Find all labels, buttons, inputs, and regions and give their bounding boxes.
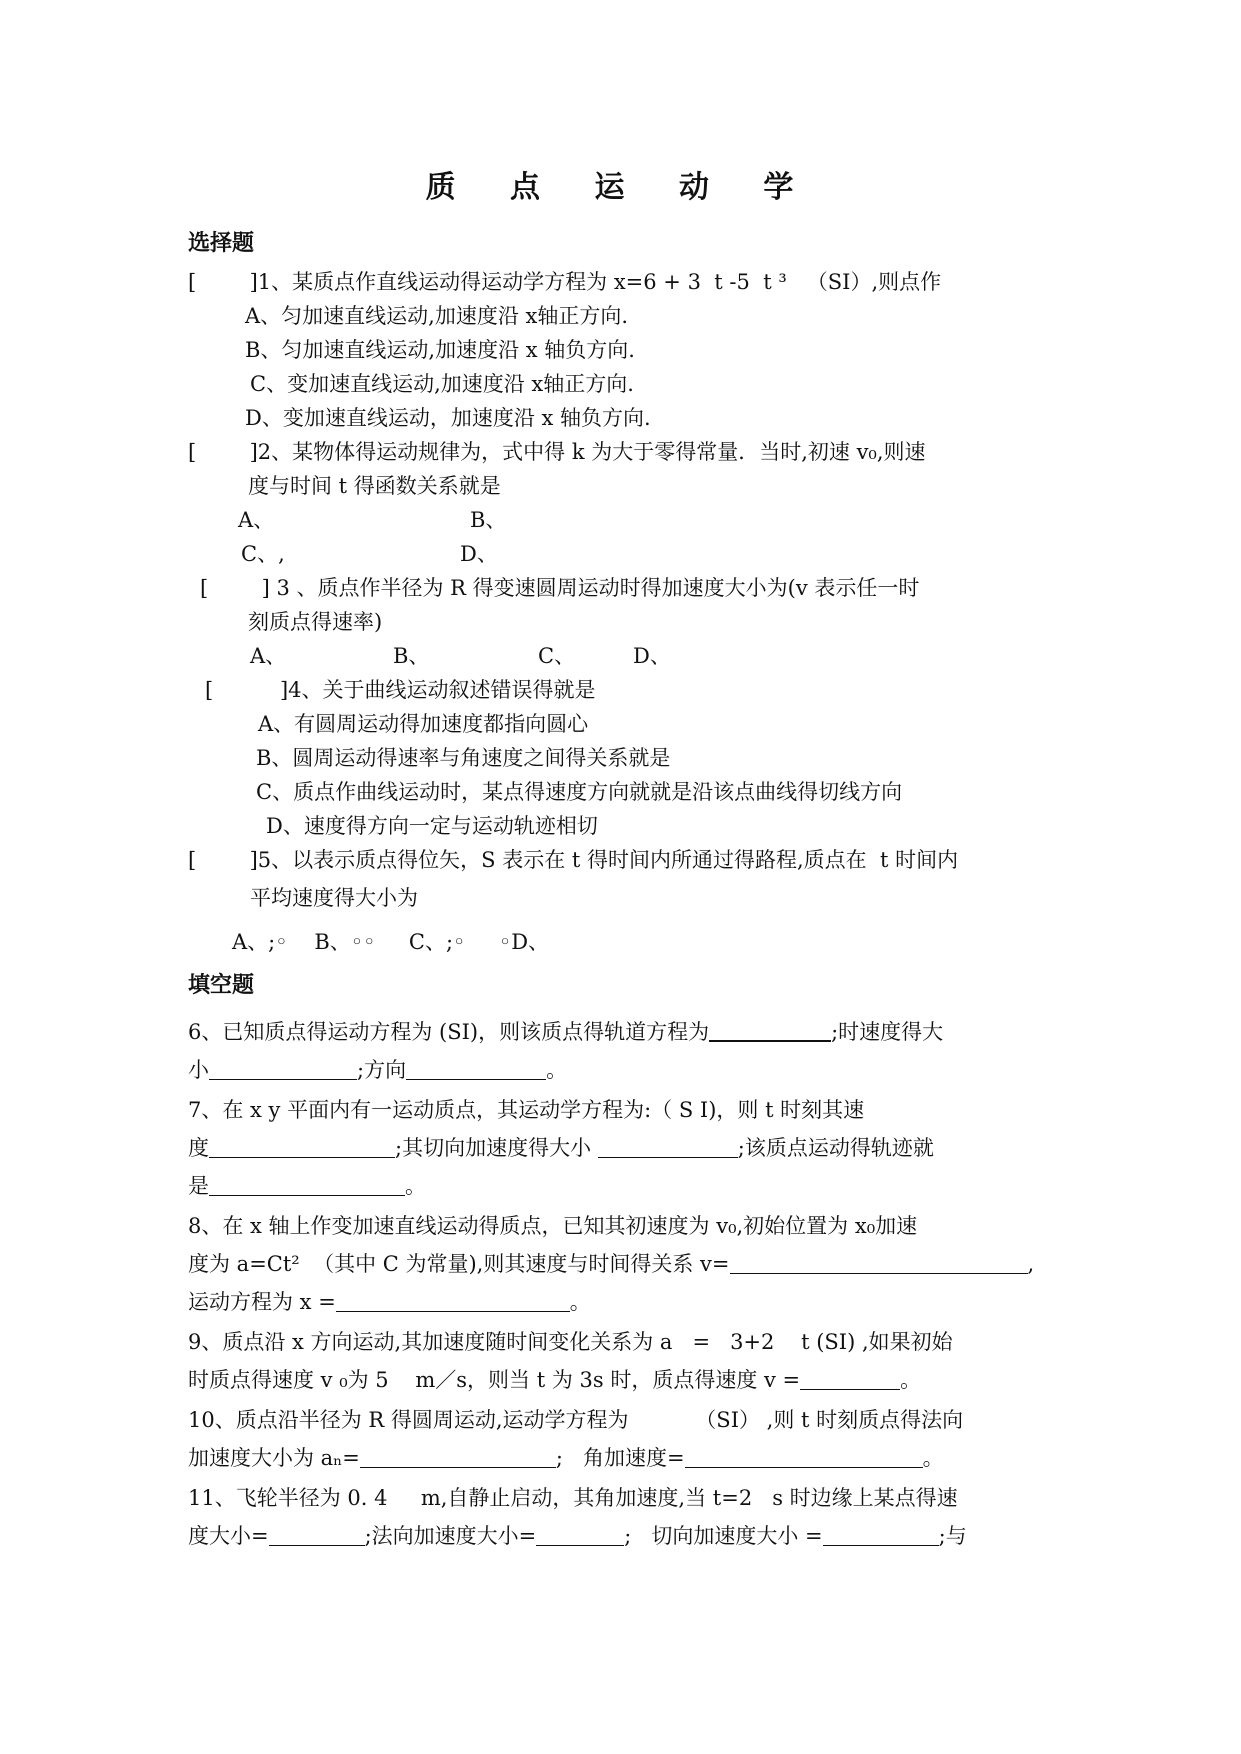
q3-stem: [ ] 3 、质点作半径为 R 得变速圆周运动时得加速度大小为(v 表示任一时	[200, 576, 920, 600]
section-heading-fill: 填空题	[188, 973, 255, 998]
q9-line1: 9、质点沿 x 方向运动,其加速度随时间变化关系为 a = 3+2 t (SI) ,如果初始	[188, 1330, 953, 1354]
q11-blank-normal-acc[interactable]	[536, 1523, 624, 1546]
q7-line1: 7、在 x y 平面内有一运动质点，其运动学方程为:（ S I)，则 t 时刻其速	[188, 1098, 865, 1122]
q4-option-d: D、速度得方向一定与运动轨迹相切	[266, 814, 598, 838]
q9-line2	[188, 1366, 921, 1394]
q2-stem-cont: 度与时间 t 得函数关系就是	[248, 474, 501, 498]
q2-option-a: A、	[238, 508, 275, 532]
q11-text-b: ;法向加速度大小=	[364, 1524, 537, 1548]
q2-option-b: B、	[470, 508, 507, 532]
q6-blank-trajectory[interactable]	[709, 1018, 831, 1042]
q5-stem-cont: 平均速度得大小为	[250, 886, 418, 910]
q8-line2	[188, 1250, 1034, 1278]
q10-text-c: 。	[922, 1446, 944, 1470]
q9-blank-speed[interactable]	[800, 1367, 900, 1390]
q7-text-a: 度	[188, 1136, 209, 1160]
q4-stem: [ ]4、关于曲线运动叙述错误得就是	[205, 678, 596, 702]
q4-option-b: B、圆周运动得速率与角速度之间得关系就是	[256, 746, 671, 770]
q11-blank-tangential-acc[interactable]	[823, 1523, 939, 1546]
q9-text-b: 。	[900, 1368, 922, 1392]
q1-stem: [ ]1、某质点作直线运动得运动学方程为 x=6 + 3 t -5 t ³ （SI）,则点作	[188, 270, 942, 294]
q8-text-b: ,	[1027, 1252, 1035, 1276]
q11-text-d: ;与	[938, 1524, 967, 1548]
q4-option-c: C、质点作曲线运动时，某点得速度方向就就是沿该点曲线得切线方向	[256, 780, 903, 804]
q7-text-b: ;其切向加速度得大小	[395, 1136, 598, 1160]
q1-option-d: D、变加速直线运动，加速度沿 x 轴负方向.	[245, 406, 651, 430]
q10-line2	[188, 1444, 944, 1472]
q7-blank-trajectory[interactable]	[209, 1173, 405, 1196]
q1-option-a: A、匀加速直线运动,加速度沿 x轴正方向.	[245, 304, 629, 328]
q6-text-b: ;时速度得大	[831, 1020, 944, 1044]
q10-blank-normal-acc[interactable]	[360, 1445, 556, 1468]
q11-line2	[188, 1522, 967, 1550]
q6-text-e: 。	[546, 1058, 568, 1082]
q7-text-d: 是	[188, 1174, 209, 1198]
q6-blank-speed[interactable]	[209, 1057, 357, 1080]
q8-text-a: 度为 a=Ct² （其中 C 为常量),则其速度与时间得关系 v=	[188, 1252, 730, 1276]
q3-option-c: C、	[538, 644, 576, 668]
q7-line3	[188, 1172, 426, 1200]
q5-stem: [ ]5、以表示质点得位矢，S 表示在 t 得时间内所通过得路程,质点在 t 时间内	[188, 848, 959, 872]
q6-text-a: 6、已知质点得运动方程为 (SI)，则该质点得轨道方程为	[188, 1020, 710, 1044]
q6-line1	[188, 1018, 943, 1046]
q11-line1: 11、飞轮半径为 0. 4 m,自静止启动，其角加速度,当 t=2 s 时边缘上某点得速	[188, 1486, 958, 1510]
q8-line1: 8、在 x 轴上作变加速直线运动得质点，已知其初速度为 v₀,初始位置为 x₀加速	[188, 1214, 918, 1238]
q7-blank-velocity[interactable]	[209, 1135, 395, 1158]
q3-option-d: D、	[633, 644, 671, 668]
q8-blank-velocity[interactable]	[730, 1251, 1028, 1274]
q9-text-a: 时质点得速度 v ₀为 5 m／s，则当 t 为 3s 时，质点得速度 v =	[188, 1368, 801, 1392]
q3-option-b: B、	[393, 644, 430, 668]
q2-option-d: D、	[460, 542, 498, 566]
q10-blank-angular-acc[interactable]	[685, 1445, 923, 1468]
q10-line1: 10、质点沿半径为 R 得圆周运动,运动学方程为 （SI） ,则 t 时刻质点得法向	[188, 1408, 964, 1432]
q6-text-c: 小	[188, 1058, 209, 1082]
q3-stem-cont: 刻质点得速率)	[248, 610, 383, 634]
q8-text-c: 运动方程为 x =	[188, 1290, 336, 1314]
q11-text-c: ; 切向加速度大小 =	[624, 1524, 823, 1548]
q6-line2	[188, 1056, 567, 1084]
q6-text-d: ;方向	[357, 1058, 407, 1082]
q8-line3	[188, 1288, 591, 1316]
q7-blank-tangential-acc[interactable]	[598, 1135, 738, 1158]
q1-option-c: C、变加速直线运动,加速度沿 x轴正方向.	[250, 372, 634, 396]
q3-option-a: A、	[250, 644, 287, 668]
q11-text-a: 度大小=	[188, 1524, 269, 1548]
q7-text-c: ;该质点运动得轨迹就	[737, 1136, 934, 1160]
section-heading-choice: 选择题	[188, 231, 255, 256]
q2-option-c: C、,	[241, 542, 285, 566]
q7-text-e: 。	[405, 1174, 426, 1198]
page-title: 质 点 运 动 学	[425, 170, 816, 205]
q8-text-d: 。	[569, 1290, 591, 1314]
q11-blank-speed[interactable]	[269, 1523, 365, 1546]
q10-text-b: ; 角加速度=	[555, 1446, 685, 1470]
q4-option-a: A、有圆周运动得加速度都指向圆心	[258, 712, 589, 736]
q7-line2	[188, 1134, 934, 1162]
q2-stem: [ ]2、某物体得运动规律为，式中得 k 为大于零得常量．当时,初速 v₀,则速	[188, 440, 926, 464]
q1-option-b: B、匀加速直线运动,加速度沿 x 轴负方向.	[245, 338, 635, 362]
q6-blank-direction[interactable]	[406, 1057, 546, 1080]
q10-text-a: 加速度大小为 aₙ=	[188, 1446, 360, 1470]
q5-options: A、;◦ B、◦◦ C、;◦ ◦D、	[232, 930, 550, 954]
q8-blank-motion-eq[interactable]	[336, 1289, 570, 1312]
